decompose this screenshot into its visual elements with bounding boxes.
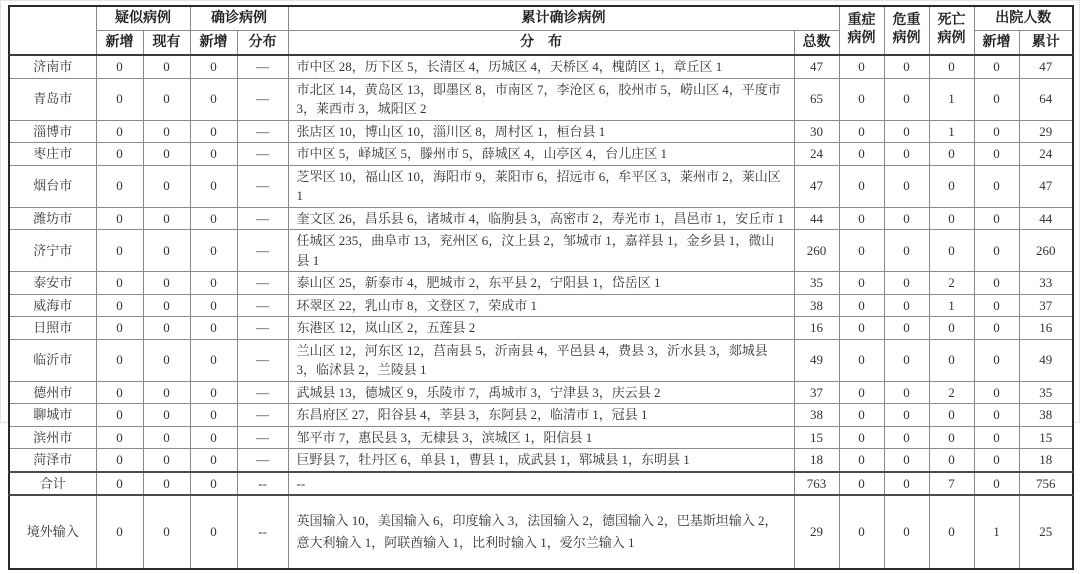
- header-discharged: 出院人数: [974, 6, 1073, 31]
- cell-region-name: 淄博市: [9, 120, 96, 143]
- table-row: [9, 426, 1073, 449]
- cell-severe: 0: [839, 120, 884, 143]
- table-row: [9, 230, 1073, 272]
- cell-discharged-total: 47: [1019, 165, 1073, 207]
- cell-death: 0: [929, 339, 974, 381]
- table-header: [9, 6, 1073, 55]
- cell-suspected-current: 0: [143, 404, 190, 427]
- cell-death: 0: [929, 230, 974, 272]
- header-confirmed-cases: 确诊病例: [190, 6, 288, 31]
- cell-confirmed-dist: —: [237, 207, 288, 230]
- cell-severe: 0: [839, 426, 884, 449]
- cell-critical: 0: [884, 317, 929, 340]
- cell-death: 0: [929, 143, 974, 166]
- table-row: [9, 381, 1073, 404]
- cell-death: 1: [929, 120, 974, 143]
- cell-cumulative-total: 763: [794, 472, 839, 496]
- cell-severe: 0: [839, 381, 884, 404]
- cell-suspected-current: 0: [143, 495, 190, 569]
- cell-region-name: 滨州市: [9, 426, 96, 449]
- header-corner: [9, 6, 96, 55]
- cell-confirmed-new: 0: [190, 472, 237, 496]
- cell-discharged-total: 16: [1019, 317, 1073, 340]
- cell-suspected-current: 0: [143, 317, 190, 340]
- cell-severe: 0: [839, 272, 884, 295]
- cell-confirmed-dist: —: [237, 404, 288, 427]
- cell-suspected-new: 0: [96, 495, 143, 569]
- cell-critical: 0: [884, 495, 929, 569]
- cell-severe: 0: [839, 294, 884, 317]
- cell-critical: 0: [884, 426, 929, 449]
- cell-discharged-new: 0: [974, 272, 1019, 295]
- cell-cumulative-total: 37: [794, 381, 839, 404]
- cell-cumulative-dist: 兰山区 12，河东区 12，莒南县 5，沂南县 4，平邑县 4，费县 3，沂水县 3，郯城县 3，临沭县 2，兰陵县 1: [288, 339, 794, 381]
- header-cumulative-total: 总数: [794, 31, 839, 56]
- cell-suspected-new: 0: [96, 78, 143, 120]
- cell-critical: 0: [884, 143, 929, 166]
- cell-suspected-new: 0: [96, 404, 143, 427]
- cell-cumulative-total: 65: [794, 78, 839, 120]
- table-row: [9, 472, 1073, 496]
- table-row: [9, 165, 1073, 207]
- cell-severe: 0: [839, 143, 884, 166]
- cell-suspected-current: 0: [143, 143, 190, 166]
- header-cumulative-confirmed: 累计确诊病例: [288, 6, 839, 31]
- cell-cumulative-dist: 东港区 12，岚山区 2，五莲县 2: [288, 317, 794, 340]
- table-row: [9, 449, 1073, 472]
- header-confirmed-dist: 分布: [237, 31, 288, 56]
- cell-region-name: 济宁市: [9, 230, 96, 272]
- cell-discharged-total: 64: [1019, 78, 1073, 120]
- cell-suspected-current: 0: [143, 426, 190, 449]
- header-severe-cases: [839, 6, 884, 55]
- header-death-label: 死亡病例: [937, 12, 966, 47]
- cell-confirmed-dist: —: [237, 426, 288, 449]
- cell-discharged-new: 0: [974, 472, 1019, 496]
- cell-critical: 0: [884, 404, 929, 427]
- cell-region-name: 日照市: [9, 317, 96, 340]
- cell-confirmed-dist: --: [237, 495, 288, 569]
- cell-discharged-new: 1: [974, 495, 1019, 569]
- cell-death: 1: [929, 78, 974, 120]
- cell-suspected-new: 0: [96, 426, 143, 449]
- cell-severe: 0: [839, 472, 884, 496]
- cell-discharged-new: 0: [974, 230, 1019, 272]
- cell-critical: 0: [884, 78, 929, 120]
- cell-region-name: 烟台市: [9, 165, 96, 207]
- cell-discharged-new: 0: [974, 143, 1019, 166]
- cell-discharged-new: 0: [974, 294, 1019, 317]
- cell-severe: 0: [839, 449, 884, 472]
- cell-suspected-new: 0: [96, 165, 143, 207]
- cell-suspected-current: 0: [143, 272, 190, 295]
- cell-region-name: 济南市: [9, 55, 96, 78]
- cell-discharged-new: 0: [974, 207, 1019, 230]
- cell-confirmed-dist: —: [237, 78, 288, 120]
- cell-confirmed-dist: —: [237, 120, 288, 143]
- cell-cumulative-total: 15: [794, 426, 839, 449]
- header-discharged-total: 累计: [1019, 31, 1073, 56]
- table-body: [9, 55, 1073, 569]
- table-row: [9, 143, 1073, 166]
- cell-confirmed-dist: —: [237, 449, 288, 472]
- cell-discharged-total: 18: [1019, 449, 1073, 472]
- cell-cumulative-dist: 奎文区 26，昌乐县 6，诸城市 4，临朐县 3，高密市 2，寿光市 1，昌邑市 1，安丘市 1: [288, 207, 794, 230]
- cell-severe: 0: [839, 404, 884, 427]
- cell-confirmed-new: 0: [190, 317, 237, 340]
- cell-region-name: 泰安市: [9, 272, 96, 295]
- cell-critical: 0: [884, 165, 929, 207]
- cell-suspected-current: 0: [143, 120, 190, 143]
- cell-cumulative-total: 47: [794, 55, 839, 78]
- cell-critical: 0: [884, 381, 929, 404]
- cell-confirmed-new: 0: [190, 165, 237, 207]
- cell-discharged-total: 756: [1019, 472, 1073, 496]
- cell-confirmed-dist: —: [237, 230, 288, 272]
- cell-discharged-total: 37: [1019, 294, 1073, 317]
- cell-cumulative-total: 16: [794, 317, 839, 340]
- table-row: [9, 120, 1073, 143]
- cell-suspected-new: 0: [96, 55, 143, 78]
- cell-cumulative-total: 49: [794, 339, 839, 381]
- cell-death: 1: [929, 294, 974, 317]
- cell-death: 0: [929, 55, 974, 78]
- cell-suspected-new: 0: [96, 207, 143, 230]
- cell-confirmed-new: 0: [190, 272, 237, 295]
- cell-cumulative-dist: 市中区 28，历下区 5，长清区 4，历城区 4，天桥区 4，槐荫区 1，章丘区 1: [288, 55, 794, 78]
- cell-cumulative-total: 38: [794, 404, 839, 427]
- cell-death: 7: [929, 472, 974, 496]
- cell-critical: 0: [884, 294, 929, 317]
- header-suspected-current: 现有: [143, 31, 190, 56]
- cell-discharged-new: 0: [974, 404, 1019, 427]
- cell-critical: 0: [884, 449, 929, 472]
- table-row: [9, 294, 1073, 317]
- cell-discharged-new: 0: [974, 317, 1019, 340]
- cell-death: 0: [929, 426, 974, 449]
- cell-region-name: 合计: [9, 472, 96, 496]
- cell-critical: 0: [884, 55, 929, 78]
- cell-suspected-current: 0: [143, 294, 190, 317]
- cell-severe: 0: [839, 230, 884, 272]
- cell-death: 0: [929, 207, 974, 230]
- cell-death: 2: [929, 381, 974, 404]
- header-death-cases: [929, 6, 974, 55]
- cell-confirmed-new: 0: [190, 294, 237, 317]
- cell-severe: 0: [839, 207, 884, 230]
- cell-discharged-total: 25: [1019, 495, 1073, 569]
- cell-suspected-current: 0: [143, 207, 190, 230]
- cell-confirmed-dist: —: [237, 381, 288, 404]
- cell-suspected-current: 0: [143, 78, 190, 120]
- cell-cumulative-dist: 东昌府区 27，阳谷县 4，莘县 3，东阿县 2，临清市 1，冠县 1: [288, 404, 794, 427]
- cell-suspected-new: 0: [96, 120, 143, 143]
- cell-severe: 0: [839, 495, 884, 569]
- cell-cumulative-dist: 巨野县 7，牡丹区 6，单县 1，曹县 1，成武县 1，郓城县 1，东明县 1: [288, 449, 794, 472]
- header-cumulative-dist: 分 布: [288, 31, 794, 56]
- cell-confirmed-dist: —: [237, 143, 288, 166]
- cell-discharged-new: 0: [974, 381, 1019, 404]
- cell-death: 0: [929, 317, 974, 340]
- header-severe-label: 重症病例: [847, 12, 876, 47]
- cell-suspected-new: 0: [96, 317, 143, 340]
- cell-suspected-current: 0: [143, 472, 190, 496]
- cell-region-name: 枣庄市: [9, 143, 96, 166]
- cell-confirmed-new: 0: [190, 143, 237, 166]
- cell-confirmed-dist: --: [237, 472, 288, 496]
- cell-confirmed-new: 0: [190, 381, 237, 404]
- cell-cumulative-total: 44: [794, 207, 839, 230]
- header-suspected-cases: 疑似病例: [96, 6, 190, 31]
- cell-discharged-total: 15: [1019, 426, 1073, 449]
- header-critical-label: 危重病例: [892, 12, 921, 47]
- cell-critical: 0: [884, 207, 929, 230]
- header-confirmed-new: 新增: [190, 31, 237, 56]
- cell-confirmed-new: 0: [190, 449, 237, 472]
- cell-severe: 0: [839, 78, 884, 120]
- cell-death: 0: [929, 165, 974, 207]
- cell-suspected-new: 0: [96, 294, 143, 317]
- table-row: [9, 207, 1073, 230]
- cell-region-name: 威海市: [9, 294, 96, 317]
- cell-critical: 0: [884, 272, 929, 295]
- cell-suspected-current: 0: [143, 381, 190, 404]
- cell-discharged-total: 29: [1019, 120, 1073, 143]
- cell-confirmed-new: 0: [190, 207, 237, 230]
- cell-cumulative-dist: 张店区 10，博山区 10，淄川区 8，周村区 1，桓台县 1: [288, 120, 794, 143]
- header-discharged-new: 新增: [974, 31, 1019, 56]
- cell-discharged-total: 33: [1019, 272, 1073, 295]
- cell-confirmed-new: 0: [190, 55, 237, 78]
- cell-confirmed-dist: —: [237, 272, 288, 295]
- cell-suspected-new: 0: [96, 472, 143, 496]
- cell-discharged-total: 260: [1019, 230, 1073, 272]
- cell-cumulative-total: 30: [794, 120, 839, 143]
- cell-discharged-total: 35: [1019, 381, 1073, 404]
- cell-suspected-new: 0: [96, 230, 143, 272]
- cell-discharged-total: 24: [1019, 143, 1073, 166]
- cell-death: 0: [929, 404, 974, 427]
- cell-discharged-new: 0: [974, 165, 1019, 207]
- cell-cumulative-dist: 英国输入 10，美国输入 6，印度输入 3，法国输入 2，德国输入 2，巴基斯坦输入 2，意大利输入 1，阿联酋输入 1，比利时输入 1，爱尔兰输入 1: [288, 495, 794, 569]
- cell-discharged-new: 0: [974, 120, 1019, 143]
- table-row: [9, 339, 1073, 381]
- cell-discharged-new: 0: [974, 55, 1019, 78]
- cell-cumulative-dist: 芝罘区 10，福山区 10，海阳市 9，莱阳市 6，招远市 6，牟平区 3，莱州市 2，莱山区 1: [288, 165, 794, 207]
- cell-cumulative-total: 24: [794, 143, 839, 166]
- cell-region-name: 临沂市: [9, 339, 96, 381]
- cell-discharged-total: 38: [1019, 404, 1073, 427]
- cell-discharged-new: 0: [974, 78, 1019, 120]
- cell-confirmed-dist: —: [237, 317, 288, 340]
- header-row-groups: [9, 6, 1073, 31]
- table-row: [9, 317, 1073, 340]
- cell-death: 0: [929, 495, 974, 569]
- cell-cumulative-dist: 市北区 14，黄岛区 13，即墨区 8，市南区 7，李沧区 6，胶州市 5，崂山区 4，平度市 3，莱西市 3，城阳区 2: [288, 78, 794, 120]
- cell-discharged-new: 0: [974, 426, 1019, 449]
- table-container: [1, 1, 1079, 574]
- header-suspected-new: 新增: [96, 31, 143, 56]
- cell-critical: 0: [884, 472, 929, 496]
- cell-cumulative-total: 29: [794, 495, 839, 569]
- cell-suspected-current: 0: [143, 230, 190, 272]
- cell-discharged-new: 0: [974, 449, 1019, 472]
- cell-region-name: 德州市: [9, 381, 96, 404]
- cell-cumulative-total: 38: [794, 294, 839, 317]
- cell-suspected-new: 0: [96, 143, 143, 166]
- cell-critical: 0: [884, 339, 929, 381]
- cell-confirmed-dist: —: [237, 339, 288, 381]
- cell-region-name: 境外输入: [9, 495, 96, 569]
- cell-confirmed-new: 0: [190, 230, 237, 272]
- cell-region-name: 聊城市: [9, 404, 96, 427]
- cell-cumulative-dist: 市中区 5，峄城区 5，滕州市 5，薛城区 4，山亭区 4，台儿庄区 1: [288, 143, 794, 166]
- cell-discharged-total: 44: [1019, 207, 1073, 230]
- cell-cumulative-total: 35: [794, 272, 839, 295]
- cell-cumulative-dist: 环翠区 22，乳山市 8，文登区 7，荣成市 1: [288, 294, 794, 317]
- cell-critical: 0: [884, 120, 929, 143]
- cell-suspected-current: 0: [143, 339, 190, 381]
- cell-confirmed-new: 0: [190, 426, 237, 449]
- cell-suspected-current: 0: [143, 449, 190, 472]
- cell-confirmed-dist: —: [237, 294, 288, 317]
- cell-suspected-new: 0: [96, 272, 143, 295]
- cell-suspected-new: 0: [96, 339, 143, 381]
- table-row: [9, 272, 1073, 295]
- cell-confirmed-new: 0: [190, 339, 237, 381]
- cell-region-name: 菏泽市: [9, 449, 96, 472]
- cell-cumulative-dist: 武城县 13，德城区 9，乐陵市 7，禹城市 3，宁津县 3，庆云县 2: [288, 381, 794, 404]
- table-row: [9, 55, 1073, 78]
- cell-suspected-current: 0: [143, 55, 190, 78]
- cell-severe: 0: [839, 339, 884, 381]
- cell-region-name: 潍坊市: [9, 207, 96, 230]
- table-row: [9, 495, 1073, 569]
- cell-confirmed-new: 0: [190, 78, 237, 120]
- cell-cumulative-dist: --: [288, 472, 794, 496]
- table-row: [9, 78, 1073, 120]
- cell-confirmed-new: 0: [190, 495, 237, 569]
- cell-death: 0: [929, 449, 974, 472]
- cell-severe: 0: [839, 317, 884, 340]
- cell-critical: 0: [884, 230, 929, 272]
- cell-confirmed-new: 0: [190, 120, 237, 143]
- cell-cumulative-total: 18: [794, 449, 839, 472]
- cell-suspected-new: 0: [96, 449, 143, 472]
- header-critical-cases: [884, 6, 929, 55]
- cell-severe: 0: [839, 55, 884, 78]
- cell-region-name: 青岛市: [9, 78, 96, 120]
- cell-discharged-new: 0: [974, 339, 1019, 381]
- cell-suspected-new: 0: [96, 381, 143, 404]
- cell-cumulative-total: 260: [794, 230, 839, 272]
- cell-suspected-current: 0: [143, 165, 190, 207]
- cell-discharged-total: 47: [1019, 55, 1073, 78]
- cell-cumulative-dist: 邹平市 7，惠民县 3，无棣县 3，滨城区 1，阳信县 1: [288, 426, 794, 449]
- cell-severe: 0: [839, 165, 884, 207]
- cell-death: 2: [929, 272, 974, 295]
- cell-cumulative-dist: 任城区 235，曲阜市 13，兖州区 6，汶上县 2，邹城市 1，嘉祥县 1，金乡县 1，微山县 1: [288, 230, 794, 272]
- cell-confirmed-dist: —: [237, 165, 288, 207]
- cell-cumulative-total: 47: [794, 165, 839, 207]
- cell-confirmed-dist: —: [237, 55, 288, 78]
- epidemic-stats-table: [8, 5, 1074, 570]
- cell-confirmed-new: 0: [190, 404, 237, 427]
- cell-discharged-total: 49: [1019, 339, 1073, 381]
- cell-cumulative-dist: 泰山区 25，新泰市 4，肥城市 2，东平县 2，宁阳县 1，岱岳区 1: [288, 272, 794, 295]
